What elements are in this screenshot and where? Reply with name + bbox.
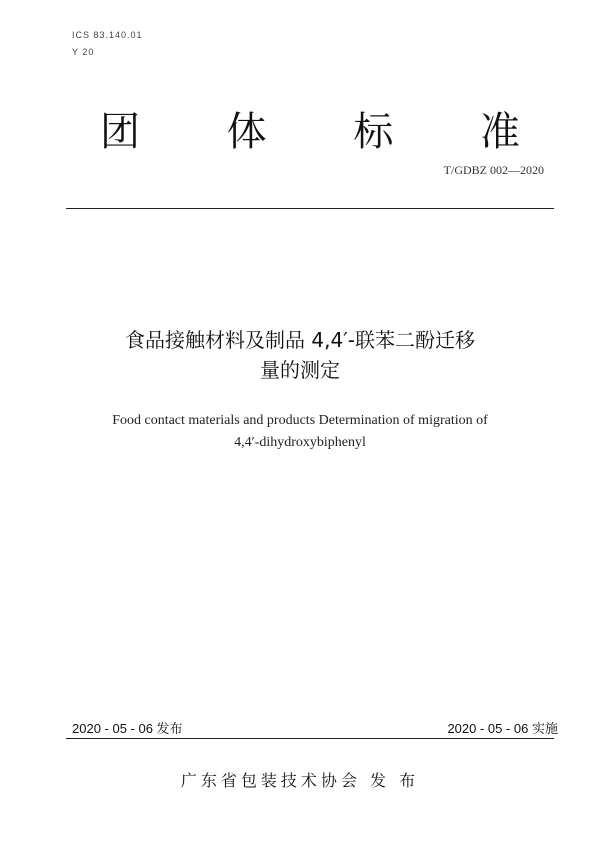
chinese-title	[40, 325, 560, 385]
english-title-line-1: Food contact materials and products Determination of migration of	[112, 413, 488, 428]
standard-type-char-1: 团	[100, 108, 140, 155]
standard-type-char-2: 体	[226, 108, 267, 155]
ics-code: ICS 83.140.01	[72, 30, 143, 40]
english-title	[30, 410, 570, 454]
standard-type-char-4: 准	[479, 108, 520, 155]
implementation-date: 2020 - 05 - 06 实施	[447, 721, 558, 736]
top-divider	[66, 208, 554, 209]
issue-date: 2020 - 05 - 06 发布	[72, 721, 183, 736]
standard-type-title	[90, 100, 530, 156]
bottom-divider	[66, 738, 554, 739]
english-title-line-2: 4,4′-dihydroxybiphenyl	[234, 435, 366, 450]
chinese-title-line-1: 食品接触材料及制品 4,4′-联苯二酚迁移	[125, 328, 475, 352]
chinese-title-line-2: 量的测定	[260, 358, 340, 382]
standard-type-char-3: 标	[353, 108, 394, 155]
issuing-organization: 广东省包装技术协会 发 布	[180, 771, 420, 790]
ccs-code: Y 20	[72, 47, 95, 57]
standard-number: T/GDBZ 002—2020	[443, 163, 544, 177]
